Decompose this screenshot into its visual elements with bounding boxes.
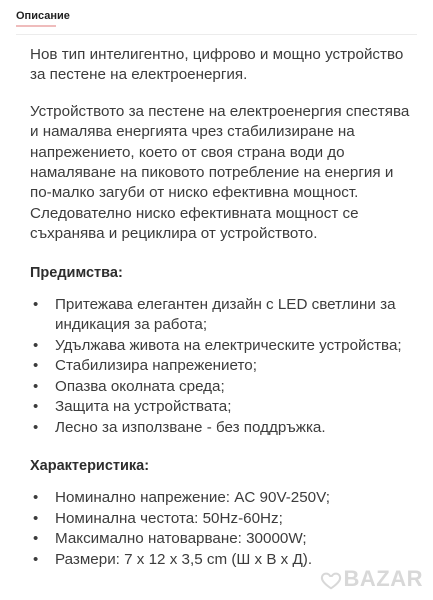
description-paragraph-1: Нов тип интелигентно, цифрово и мощно устройство за пестене на електроенергия. [30, 46, 404, 84]
specs-heading: Характеристика: [30, 457, 150, 474]
header-divider [16, 34, 417, 35]
description-content [30, 45, 410, 570]
list-item: • Притежава елегантен дизайн с LED светлини за индикация за работа; [30, 295, 410, 336]
watermark-text: BAZAR [343, 566, 423, 591]
description-paragraph-2: Устройството за пестене на електроенергия спестява и намалява енергията чрез стабилизиране на напрежението, което от своя страна води до намаляване на пиковото потребление на енергия и по-малко загуби от ниско ефективна мощност. Следователно ниско ефективната мощност се съхранява и рециклира от устройството. [30, 102, 410, 243]
list-item: • Опазва околната среда; [30, 377, 410, 397]
heart-icon [320, 569, 342, 591]
list-item: • Максимално натоварване: 30000W; [30, 529, 410, 549]
list-item: • Лесно за използване - без поддръжка. [30, 418, 410, 438]
list-item: • Номинална честота: 50Hz-60Hz; [30, 509, 410, 529]
list-item: • Номинално напрежение: AC 90V-250V; [30, 488, 410, 508]
advantages-list [30, 295, 410, 438]
tab-description[interactable]: Описание [16, 10, 70, 22]
list-item: • Защита на устройствата; [30, 397, 410, 417]
bazar-watermark [320, 566, 424, 592]
list-item: • Удължава живота на електрическите устройства; [30, 336, 410, 356]
specs-list [30, 488, 410, 570]
list-item: • Размери: 7 x 12 x 3,5 cm (Ш x В x Д). [30, 550, 410, 570]
list-item: • Стабилизира напрежението; [30, 356, 410, 376]
advantages-heading: Предимства: [30, 264, 123, 281]
tab-active-indicator [16, 25, 56, 27]
